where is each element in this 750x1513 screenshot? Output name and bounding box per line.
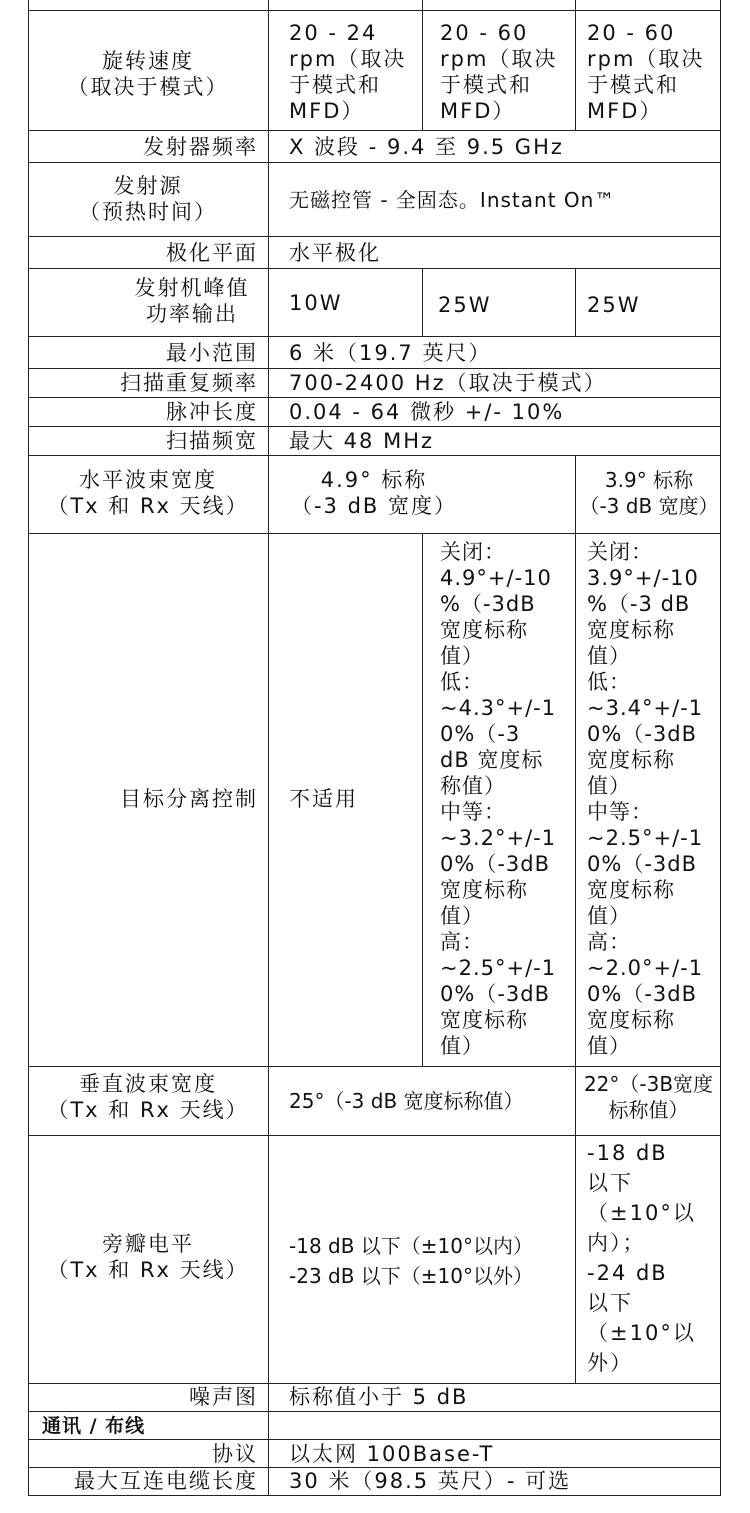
table-border-right — [720, 0, 721, 1495]
peak-power-value-3: 25W — [587, 293, 641, 317]
noise-figure-value: 标称值小于 5 dB — [289, 1385, 469, 1409]
col2-divider-seg3 — [422, 533, 423, 1066]
row-line — [28, 1439, 721, 1440]
label-transmit-source: 发射源 （预热时间） — [79, 174, 217, 224]
label-pulse-length: 脉冲长度 — [166, 400, 258, 424]
row-line — [28, 236, 721, 237]
label-noise-figure: 噪声图 — [189, 1385, 258, 1409]
max-cable-length-value: 30 米（98.5 英尺）- 可选 — [289, 1469, 572, 1493]
row-line — [28, 130, 721, 131]
target-separation-value-2: 关闭： 4.9°+/-10 %（-3dB 宽度标称 值） 低： ~4.3°+/-1 0%（-3 dB 宽度标 称值） 中等： ~3.2°+/-1 0%（-3dB 宽度标称 值） 高： ~2.5°+/-1 0%（-3dB 宽度标称 值） — [440, 540, 557, 1058]
label-column-divider — [268, 0, 269, 1495]
label-peak-power: 发射机峰值 功率输出 — [134, 276, 250, 326]
row-line — [28, 162, 721, 163]
scan-repetition-value: 700-2400 Hz（取决于模式） — [289, 371, 607, 395]
sidelobe-level-value-3: -18 dB 以下 （±10°以 内）； -24 dB 以下 （±10°以 外） — [587, 1141, 696, 1375]
rotation-speed-value-3: 20 - 60 rpm（取决 于模式和 MFD） — [587, 21, 705, 123]
col2-divider-seg1 — [422, 0, 423, 130]
label-sidelobe-level: 旁瓣电平 （Tx 和 Rx 天线） — [47, 1232, 249, 1282]
peak-power-value-2: 25W — [438, 293, 492, 317]
row-line — [28, 1495, 721, 1496]
col3-divider-seg2 — [575, 268, 576, 336]
row-line — [28, 1411, 721, 1412]
horizontal-beamwidth-value-12: 4.9° 标称 （-3 dB 宽度） — [290, 468, 458, 518]
label-polarization: 极化平面 — [166, 241, 258, 265]
table-border-left — [28, 0, 29, 1495]
target-separation-value-3: 关闭： 3.9°+/-10 %（-3 dB 宽度标称 值） 低： ~3.4°+/-1 0%（-3dB 宽度标称 值） 中等： ~2.5°+/-1 0%（-3dB 宽度标称 值） 高： ~2.0°+/-1 0%（-3dB 宽度标称 值） — [587, 540, 704, 1058]
row-line — [28, 426, 721, 427]
vertical-beamwidth-value-3: 22°（-3B宽度 标称值） — [583, 1072, 714, 1122]
sidelobe-level-value-12: -18 dB 以下（±10°以内） -23 dB 以下（±10°以外） — [289, 1234, 534, 1288]
label-rotation-speed: 旋转速度 （取决于模式） — [67, 49, 229, 99]
row-line — [28, 368, 721, 369]
rotation-speed-value-1: 20 - 24 rpm（取决 于模式和 MFD） — [289, 21, 407, 123]
label-min-range: 最小范围 — [166, 341, 258, 365]
horizontal-beamwidth-value-3: 3.9° 标称 （-3 dB 宽度） — [579, 468, 719, 518]
row-line — [28, 397, 721, 398]
protocol-value: 以太网 100Base-T — [289, 1442, 495, 1466]
row-line — [28, 10, 721, 11]
pulse-length-value: 0.04 - 64 微秒 +/- 10% — [289, 400, 565, 424]
vertical-beamwidth-value-12: 25°（-3 dB 宽度标称值） — [289, 1089, 524, 1113]
section-heading-communications: 通讯 / 布线 — [42, 1415, 146, 1437]
sweep-bandwidth-value: 最大 48 MHz — [289, 429, 435, 453]
rotation-speed-value-2: 20 - 60 rpm（取决 于模式和 MFD） — [440, 21, 558, 123]
col3-divider-seg1 — [575, 0, 576, 130]
row-line — [28, 1135, 721, 1136]
transmitter-frequency-value: X 波段 - 9.4 至 9.5 GHz — [289, 135, 564, 159]
col2-divider-seg2 — [422, 268, 423, 336]
label-target-separation: 目标分离控制 — [120, 787, 258, 811]
row-line — [28, 1066, 721, 1067]
row-line — [28, 336, 721, 337]
row-line — [28, 533, 721, 534]
label-sweep-bandwidth: 扫描频宽 — [166, 429, 258, 453]
row-line — [28, 268, 721, 269]
transmit-source-value: 无磁控管 - 全固态。Instant On™ — [289, 188, 616, 212]
peak-power-value-1: 10W — [289, 291, 343, 315]
label-horizontal-beamwidth: 水平波束宽度 （Tx 和 Rx 天线） — [47, 468, 249, 518]
label-transmitter-frequency: 发射器频率 — [143, 135, 258, 159]
col3-divider-seg3 — [575, 455, 576, 1383]
row-line — [28, 455, 721, 456]
min-range-value: 6 米（19.7 英尺） — [289, 341, 492, 365]
label-vertical-beamwidth: 垂直波束宽度 （Tx 和 Rx 天线） — [47, 1072, 249, 1122]
label-max-cable-length: 最大互连电缆长度 — [74, 1469, 258, 1493]
label-scan-repetition: 扫描重复频率 — [120, 371, 258, 395]
polarization-value: 水平极化 — [289, 241, 381, 265]
label-protocol: 协议 — [212, 1442, 258, 1466]
target-separation-value-1: 不适用 — [289, 787, 358, 811]
